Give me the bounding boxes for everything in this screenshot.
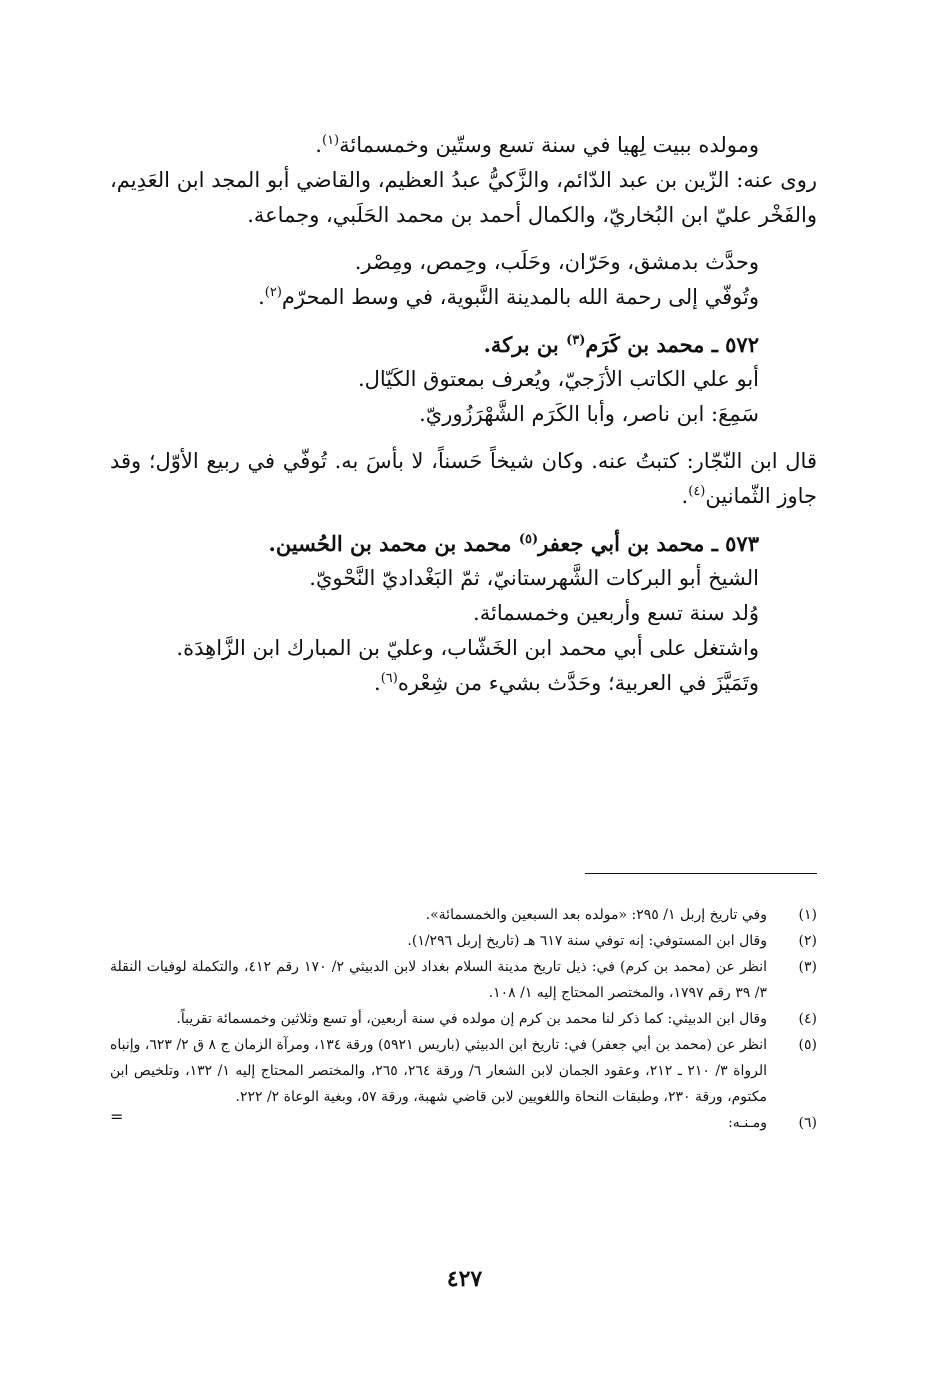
footnote-text: ومـنـه:: [728, 1115, 767, 1131]
entry-573-study: واشتغل على أبي محمد ابن الخَشّاب، وعليّ بن المبارك ابن الزَّاهِدَة.: [176, 636, 759, 660]
footnote-text: وقال ابن الدبيثي: كما ذكر لنا محمد بن كرم إن مولده في سنة أربعين، أو تسع وثلاثين وخمسمائة تقريباً.: [176, 1011, 767, 1027]
entry-573-birth: وُلد سنة تسع وأربعين وخمسمائة.: [473, 601, 759, 625]
footnote-4: [110, 1006, 817, 1032]
footnote-text: وفي تاريخ إربل ١/ ٢٩٥: «مولده بعد السبعين والخمسمائة».: [425, 907, 767, 923]
continuation-mark: =: [110, 1107, 124, 1126]
footnote-6: [110, 1107, 817, 1136]
footnote-number: (٥): [798, 1037, 817, 1053]
footnote-ref-6[interactable]: (٦): [380, 671, 398, 686]
footnote-ref-3[interactable]: (٣): [566, 333, 586, 348]
footnotes: [110, 902, 817, 1136]
footnote-separator: [585, 873, 817, 874]
entry-573-kunya: الشيخ أبو البركات الشَّهرستانيّ، ثمّ البَغْداديّ النَّحْويّ.: [309, 566, 759, 590]
footnote-1: [110, 902, 817, 928]
death-paragraph: وتُوفّي إلى رحمة الله بالمدينة النَّبوية، في وسط المحرّم$^{(٢)}$.: [258, 285, 759, 309]
footnote-text: وقال ابن المستوفي: إنه توفي سنة ٦١٧ هـ (تاريخ إربل ١/٢٩٦).: [407, 933, 767, 949]
footnote-ref-1[interactable]: (١): [321, 133, 340, 148]
footnote-number: (٣): [798, 959, 817, 975]
entry-573-heading: ٥٧٣ ـ محمد بن أبي جعفر$^{(٥)}$ محمد بن محمد بن الحُسين.: [268, 531, 759, 556]
footnote-5: [110, 1032, 817, 1110]
footnote-ref-2[interactable]: (٢): [264, 285, 282, 300]
entry-572-heading: ٥٧٢ ـ محمد بن كَرَم$^{(٣)}$ بن بركة.: [483, 332, 759, 357]
entry-572-kunya: أبو علي الكاتب الأزَجيّ، ويُعرف بمعتوق الكَيّال.: [357, 367, 759, 391]
entry-572-heard: سَمِعَ: ابن ناصر، وأبا الكَرَم الشَّهْرَزُوريّ.: [419, 402, 759, 426]
footnote-number: (١): [798, 907, 817, 923]
footnote-text: انظر عن (محمد بن كرم) في: ذيل تاريخ مدينة السلام بغداد لابن الدبيثي ٢/ ١٧٠ رقم ٤١٢، والتكملة لوفيات النقلة ٣/ ٣٩ رقم ١٧٩٧، والمختصر المحتاج إليه ١/ ١٠٨.: [110, 959, 767, 1001]
footnote-3: [110, 954, 817, 1006]
entry-573-distinction: وتَمَيَّزَ في العربية؛ وحَدَّث بشيء من شِعْره$^{(٦)}$.: [374, 671, 759, 695]
footnote-2: [110, 928, 817, 954]
footnote-ref-4[interactable]: (٤): [688, 484, 706, 499]
main-text: [110, 128, 817, 701]
entry-572-quote: قال ابن النّجّار: كتبتُ عنه. وكان شيخاً حَسناً، لا بأسَ به. تُوفّي في ربيع الأوّل؛ وقد جاوز الثّمانين$^{(٤)}$.: [110, 449, 817, 508]
footnote-number: (٦): [798, 1115, 817, 1131]
footnote-ref-5[interactable]: (٥): [518, 532, 539, 547]
footnote-number: (٢): [798, 933, 817, 949]
footnote-number: (٤): [798, 1011, 817, 1027]
narrated-paragraph: وحدَّث بدمشق، وحَرّان، وحَلَب، وحِمص، ومِصْر.: [354, 250, 759, 274]
footnote-text: انظر عن (محمد بن أبي جعفر) في: تاريخ ابن الدبيثي (باريس ٥٩٢١) ورقة ١٣٤، ومرآة الزمان ج ٨ ق ٢/ ٦٢٣، وإنباه الرواة ٣/ ٢١٠ ـ ٢١٢، وعقود الجمان لابن الشعار ٦/ ورقة ٢٦٤، ٢٦٥، والمختصر المحتاج إليه ١/ ١٣٢، وتلخيص ابن مكتوم، ورقة ٢٣٠، وطبقات النحاة واللغويين لابن قاضي شهبة، ورقة ٥٧، وبغية الوعاة ٢/ ٢٢٢.: [110, 1037, 768, 1105]
page-number: ٤٢٧: [446, 1266, 483, 1292]
narrators-paragraph: روى عنه: الزّين بن عبد الدّائم، والزَّكيُّ عبدُ العظيم، والقاضي أبو المجد ابن العَدِيم، والفَخْر عليّ ابن البُخاريّ، والكمال أحمد بن محمد الحَلَبي، وجماعة.: [110, 168, 817, 227]
birth-paragraph: ومولده ببيت لِهيا في سنة تسع وستّين وخمسمائة$^{(١)}$.: [315, 133, 759, 157]
